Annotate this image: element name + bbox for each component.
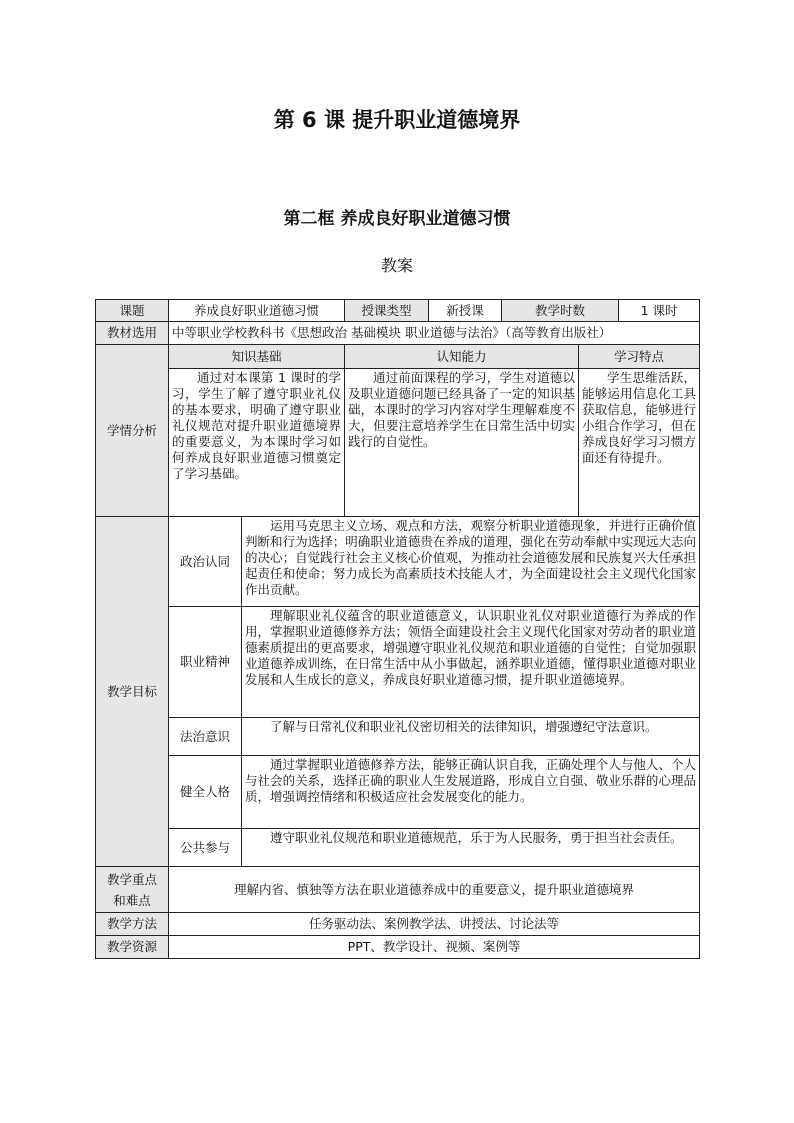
goal-row	[96, 517, 700, 607]
goal-name: 法治意识	[169, 718, 242, 756]
analysis-header-row	[96, 345, 700, 369]
textbook-label: 教材选用	[96, 322, 169, 345]
goal-name: 公共参与	[169, 829, 242, 867]
goal-text: 通过掌握职业道德修养方法，能够正确认识自我，正确处理个人与他人、个人与社会的关系，选择正确的职业人生发展道路，形成自立自强、敬业乐群的心理品质，增强调控情绪和积极适应社会发展变化的能力。	[242, 756, 700, 829]
methods-label: 教学方法	[96, 913, 169, 936]
lesson-type-value: 新授课	[429, 300, 502, 322]
goal-row	[96, 756, 700, 829]
goal-text: 理解职业礼仪蕴含的职业道德意义，认识职业礼仪对职业道德行为养成的作用，掌握职业道德修养方法；领悟全面建设社会主义现代化国家对劳动者的职业道德素质提出的更高要求，增强遵守职业礼仪规范和职业道德的自觉性；自觉加强职业道德养成训练，在日常生活中从小事做起，涵养职业道德，懂得职业道德对职业发展和人生成长的意义，养成良好职业道德习惯，提升职业道德境界。	[242, 607, 700, 718]
lesson-plan-table	[95, 299, 700, 959]
key-points-label	[96, 867, 169, 913]
resources-value: PPT、教学设计、视频、案例等	[169, 936, 700, 959]
key-points-value: 理解内省、慎独等方法在职业道德养成中的重要意义，提升职业道德境界	[169, 867, 700, 913]
teaching-goals-label: 教学目标	[96, 517, 169, 867]
learning-features-header: 学习特点	[579, 345, 700, 369]
goal-name: 健全人格	[169, 756, 242, 829]
teaching-hours-value: 1 课时	[619, 300, 700, 322]
textbook-row	[96, 322, 700, 345]
methods-row	[96, 913, 700, 936]
goal-row	[96, 718, 700, 756]
teaching-hours-label: 教学时数	[502, 300, 619, 322]
key-points-row	[96, 867, 700, 913]
lesson-title: 第 6 课 提升职业道德境界	[273, 108, 521, 132]
methods-value: 任务驱动法、案例教学法、讲授法、讨论法等	[169, 913, 700, 936]
cognitive-ability-header: 认知能力	[345, 345, 579, 369]
goal-row	[96, 607, 700, 718]
resources-row	[96, 936, 700, 959]
learning-features-text: 学生思维活跃，能够运用信息化工具获取信息，能够进行小组合作学习，但在养成良好学习习惯方面还有待提升。	[579, 369, 700, 517]
topic-row	[96, 300, 700, 322]
topic-label: 课题	[96, 300, 169, 322]
section-title: 第二框 养成良好职业道德习惯	[283, 209, 511, 229]
key-points-label-line1: 教学重点	[106, 871, 157, 887]
topic-value: 养成良好职业道德习惯	[169, 300, 345, 322]
knowledge-base-header: 知识基础	[169, 345, 345, 369]
goal-name: 政治认同	[169, 517, 242, 607]
lesson-type-label: 授课类型	[345, 300, 429, 322]
resources-label: 教学资源	[96, 936, 169, 959]
goal-text: 遵守职业礼仪规范和职业道德规范，乐于为人民服务，勇于担当社会责任。	[242, 829, 700, 867]
student-analysis-label: 学情分析	[96, 345, 169, 517]
goal-name: 职业精神	[169, 607, 242, 718]
goal-text: 运用马克思主义立场、观点和方法，观察分析职业道德现象，并进行正确价值判断和行为选择；明确职业道德贵在养成的道理，强化在劳动奉献中实现远大志向的决心；自觉践行社会主义核心价值观，为推动社会道德发展和民族复兴大任承担起责任和使命；努力成长为高素质技术技能人才，为全面建设社会主义现代化国家作出贡献。	[242, 517, 700, 607]
cognitive-ability-text: 通过前面课程的学习，学生对道德以及职业道德问题已经具备了一定的知识基础，本课时的学习内容对学生理解难度不大，但要注意培养学生在日常生活中切实践行的自觉性。	[345, 369, 579, 517]
knowledge-base-text: 通过对本课第 1 课时的学习，学生了解了遵守职业礼仪的基本要求，明确了遵守职业礼仪规范对提升职业道德境界的重要意义，为本课时学习如何养成良好职业道德习惯奠定了学习基础。	[169, 369, 345, 517]
document-type: 教案	[380, 256, 413, 275]
analysis-content-row	[96, 369, 700, 517]
goal-text: 了解与日常礼仪和职业礼仪密切相关的法律知识，增强遵纪守法意识。	[242, 718, 700, 756]
goal-row	[96, 829, 700, 867]
key-points-label-line2: 和难点	[113, 892, 151, 908]
textbook-value: 中等职业学校教科书《思想政治 基础模块 职业道德与法治》（高等教育出版社）	[169, 322, 700, 345]
